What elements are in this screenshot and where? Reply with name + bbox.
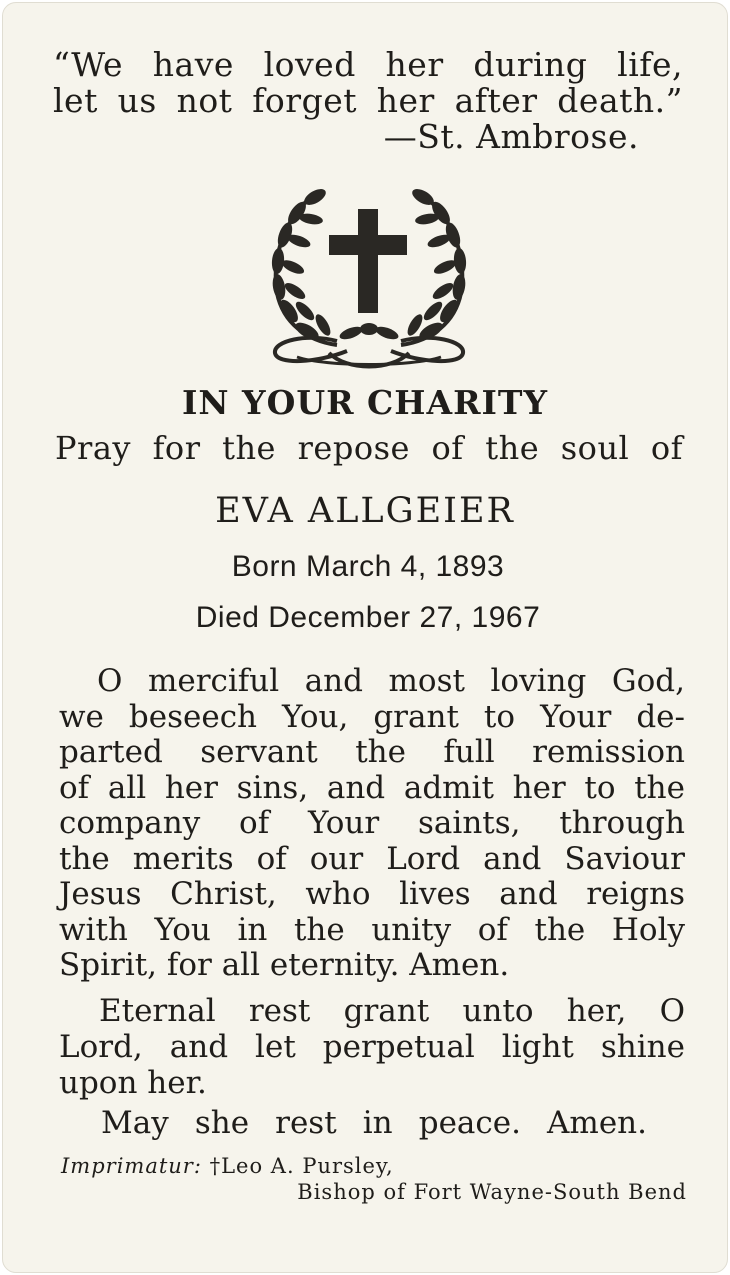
eternal-rest-line: upon her.: [59, 1065, 207, 1101]
eternal-rest-line: Eternal rest grant unto her, O: [99, 993, 685, 1029]
memorial-card: [2, 2, 728, 1273]
birth-date: Born March 4, 1893: [231, 550, 505, 583]
prayer-line: of all her sins, and admit her to the: [59, 769, 685, 806]
death-date: Died December 27, 1967: [195, 601, 541, 634]
imprimatur-signer: †Leo A. Pursley,: [209, 1154, 394, 1178]
prayer-line: the merits of our Lord and Saviour: [59, 840, 685, 877]
quote-block: [53, 47, 683, 155]
heading-in-your-charity: IN YOUR CHARITY: [181, 383, 549, 422]
prayer-line: Spirit, for all eternity. Amen.: [59, 947, 510, 983]
deceased-name: EVA ALLGEIER: [215, 491, 515, 531]
imprimatur-block: [61, 1153, 687, 1205]
prayer-text: [59, 664, 685, 984]
prayer-line: we beseech You, grant to Your de-: [59, 698, 685, 735]
prayer-line: parted servant the full remission: [59, 734, 685, 770]
imprimatur-label: Imprimatur:: [61, 1154, 202, 1178]
prayer-line: with You in the unity of the Holy: [59, 911, 685, 948]
cross-in-laurel-wreath-icon: [267, 183, 471, 375]
quote-line: let us not forget her after death.”: [53, 81, 683, 120]
pray-line: Pray for the repose of the soul of: [55, 429, 683, 467]
closing-line: May she rest in peace. Amen.: [101, 1105, 647, 1141]
prayer-line: Jesus Christ, who lives and reigns: [59, 876, 685, 912]
eternal-rest-text: [59, 993, 685, 1101]
quote-line: “We have loved her during life,: [53, 45, 683, 84]
eternal-rest-line: Lord, and let perpetual light shine: [59, 1029, 685, 1065]
quote-attribution: —St. Ambrose.: [383, 117, 639, 156]
imprimatur-title: Bishop of Fort Wayne-South Bend: [297, 1180, 687, 1204]
prayer-line: O merciful and most loving God,: [97, 663, 685, 699]
prayer-line: company of Your saints, through: [59, 805, 685, 841]
